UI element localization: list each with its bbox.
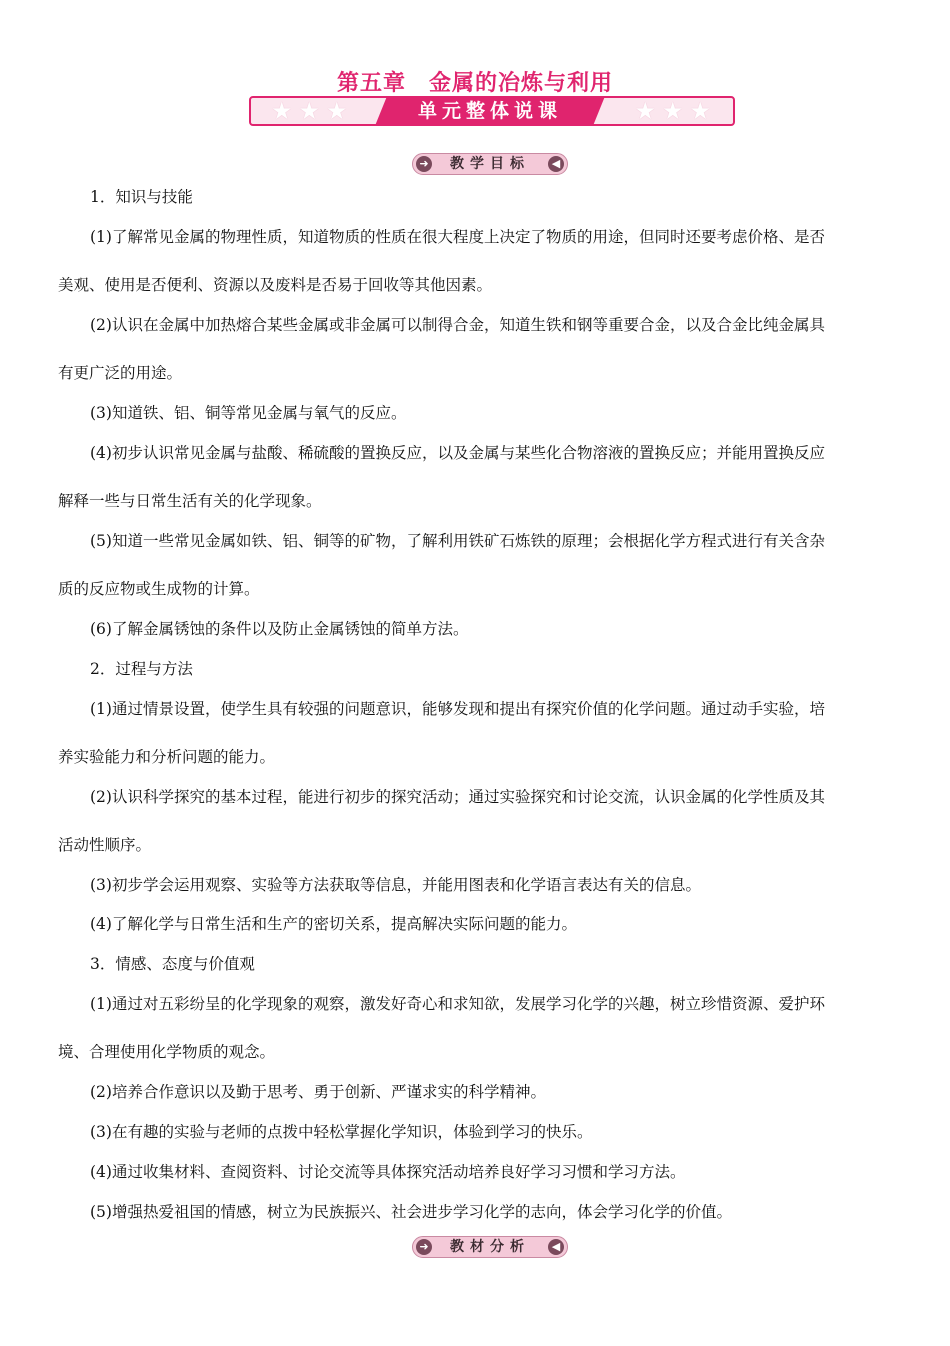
paragraph-line: 解释一些与日常生活有关的化学现象。 xyxy=(58,492,322,510)
heading-knowledge: 1．知识与技能 xyxy=(90,188,193,206)
arrow-right-icon: ➜ xyxy=(416,156,432,172)
paragraph-line: (4)通过收集材料、查阅资料、讨论交流等具体探究活动培养良好学习习惯和学习方法。 xyxy=(90,1163,686,1181)
paragraph-line: 养实验能力和分析问题的能力。 xyxy=(58,748,276,766)
paragraph-line: (1)通过对五彩纷呈的化学现象的观察，激发好奇心和求知欲，发展学习化学的兴趣，树立珍惜资源、爱护环 xyxy=(90,995,825,1013)
section-badge-objectives xyxy=(412,153,568,175)
arrow-right-icon: ➜ xyxy=(416,1239,432,1255)
paragraph-line: (3)初步学会运用观察、实验等方法获取等信息，并能用图表和化学语言表达有关的信息。 xyxy=(90,876,701,894)
paragraph-line: (2)认识在金属中加热熔合某些金属或非金属可以制得合金，知道生铁和钢等重要合金，以及合金比纯金属具 xyxy=(90,316,825,334)
paragraph-line: 质的反应物或生成物的计算。 xyxy=(58,580,260,598)
paragraph-line: (4)初步认识常见金属与盐酸、稀硫酸的置换反应，以及金属与某些化合物溶液的置换反应；并能用置换反应 xyxy=(90,444,825,462)
paragraph-line: (4)了解化学与日常生活和生产的密切关系，提高解决实际问题的能力。 xyxy=(90,915,577,933)
heading-process: 2．过程与方法 xyxy=(90,660,193,678)
section-label: 教学目标 xyxy=(450,156,530,172)
paragraph-line: (1)通过情景设置，使学生具有较强的问题意识，能够发现和提出有探究价值的化学问题。通过动手实验，培 xyxy=(90,700,825,718)
paragraph-line: (3)在有趣的实验与老师的点拨中轻松掌握化学知识，体验到学习的快乐。 xyxy=(90,1123,593,1141)
paragraph-line: (2)培养合作意识以及勤于思考、勇于创新、严谨求实的科学精神。 xyxy=(90,1083,546,1101)
paragraph-line: 美观、使用是否便利、资源以及废料是否易于回收等其他因素。 xyxy=(58,276,493,294)
star-decoration-right: ★★★ xyxy=(634,97,717,125)
paragraph-line: 活动性顺序。 xyxy=(58,836,152,854)
star-decoration-left: ★★★ xyxy=(271,97,354,125)
arrow-left-icon: ◀ xyxy=(548,156,564,172)
paragraph-line: 境、合理使用化学物质的观念。 xyxy=(58,1043,276,1061)
unit-banner-label: 单元整体说课 xyxy=(417,100,562,122)
paragraph-line: 有更广泛的用途。 xyxy=(58,364,183,382)
heading-attitude: 3．情感、态度与价值观 xyxy=(90,955,255,973)
paragraph-line: (5)知道一些常见金属如铁、铝、铜等的矿物，了解利用铁矿石炼铁的原理；会根据化学方程式进行有关含杂 xyxy=(90,532,825,550)
paragraph-line: (2)认识科学探究的基本过程，能进行初步的探究活动；通过实验探究和讨论交流，认识金属的化学性质及其 xyxy=(90,788,825,806)
chapter-title: 第五章 金属的冶炼与利用 xyxy=(336,71,613,96)
section-label: 教材分析 xyxy=(450,1239,530,1255)
unit-banner xyxy=(249,96,735,126)
paragraph-line: (5)增强热爱祖国的情感，树立为民族振兴、社会进步学习化学的志向，体会学习化学的价值。 xyxy=(90,1203,732,1221)
section-badge-materials xyxy=(412,1236,568,1258)
paragraph-line: (1)了解常见金属的物理性质，知道物质的性质在很大程度上决定了物质的用途，但同时还要考虑价格、是否 xyxy=(90,228,825,246)
paragraph-line: (3)知道铁、铝、铜等常见金属与氧气的反应。 xyxy=(90,404,407,422)
paragraph-line: (6)了解金属锈蚀的条件以及防止金属锈蚀的简单方法。 xyxy=(90,620,469,638)
arrow-left-icon: ◀ xyxy=(548,1239,564,1255)
